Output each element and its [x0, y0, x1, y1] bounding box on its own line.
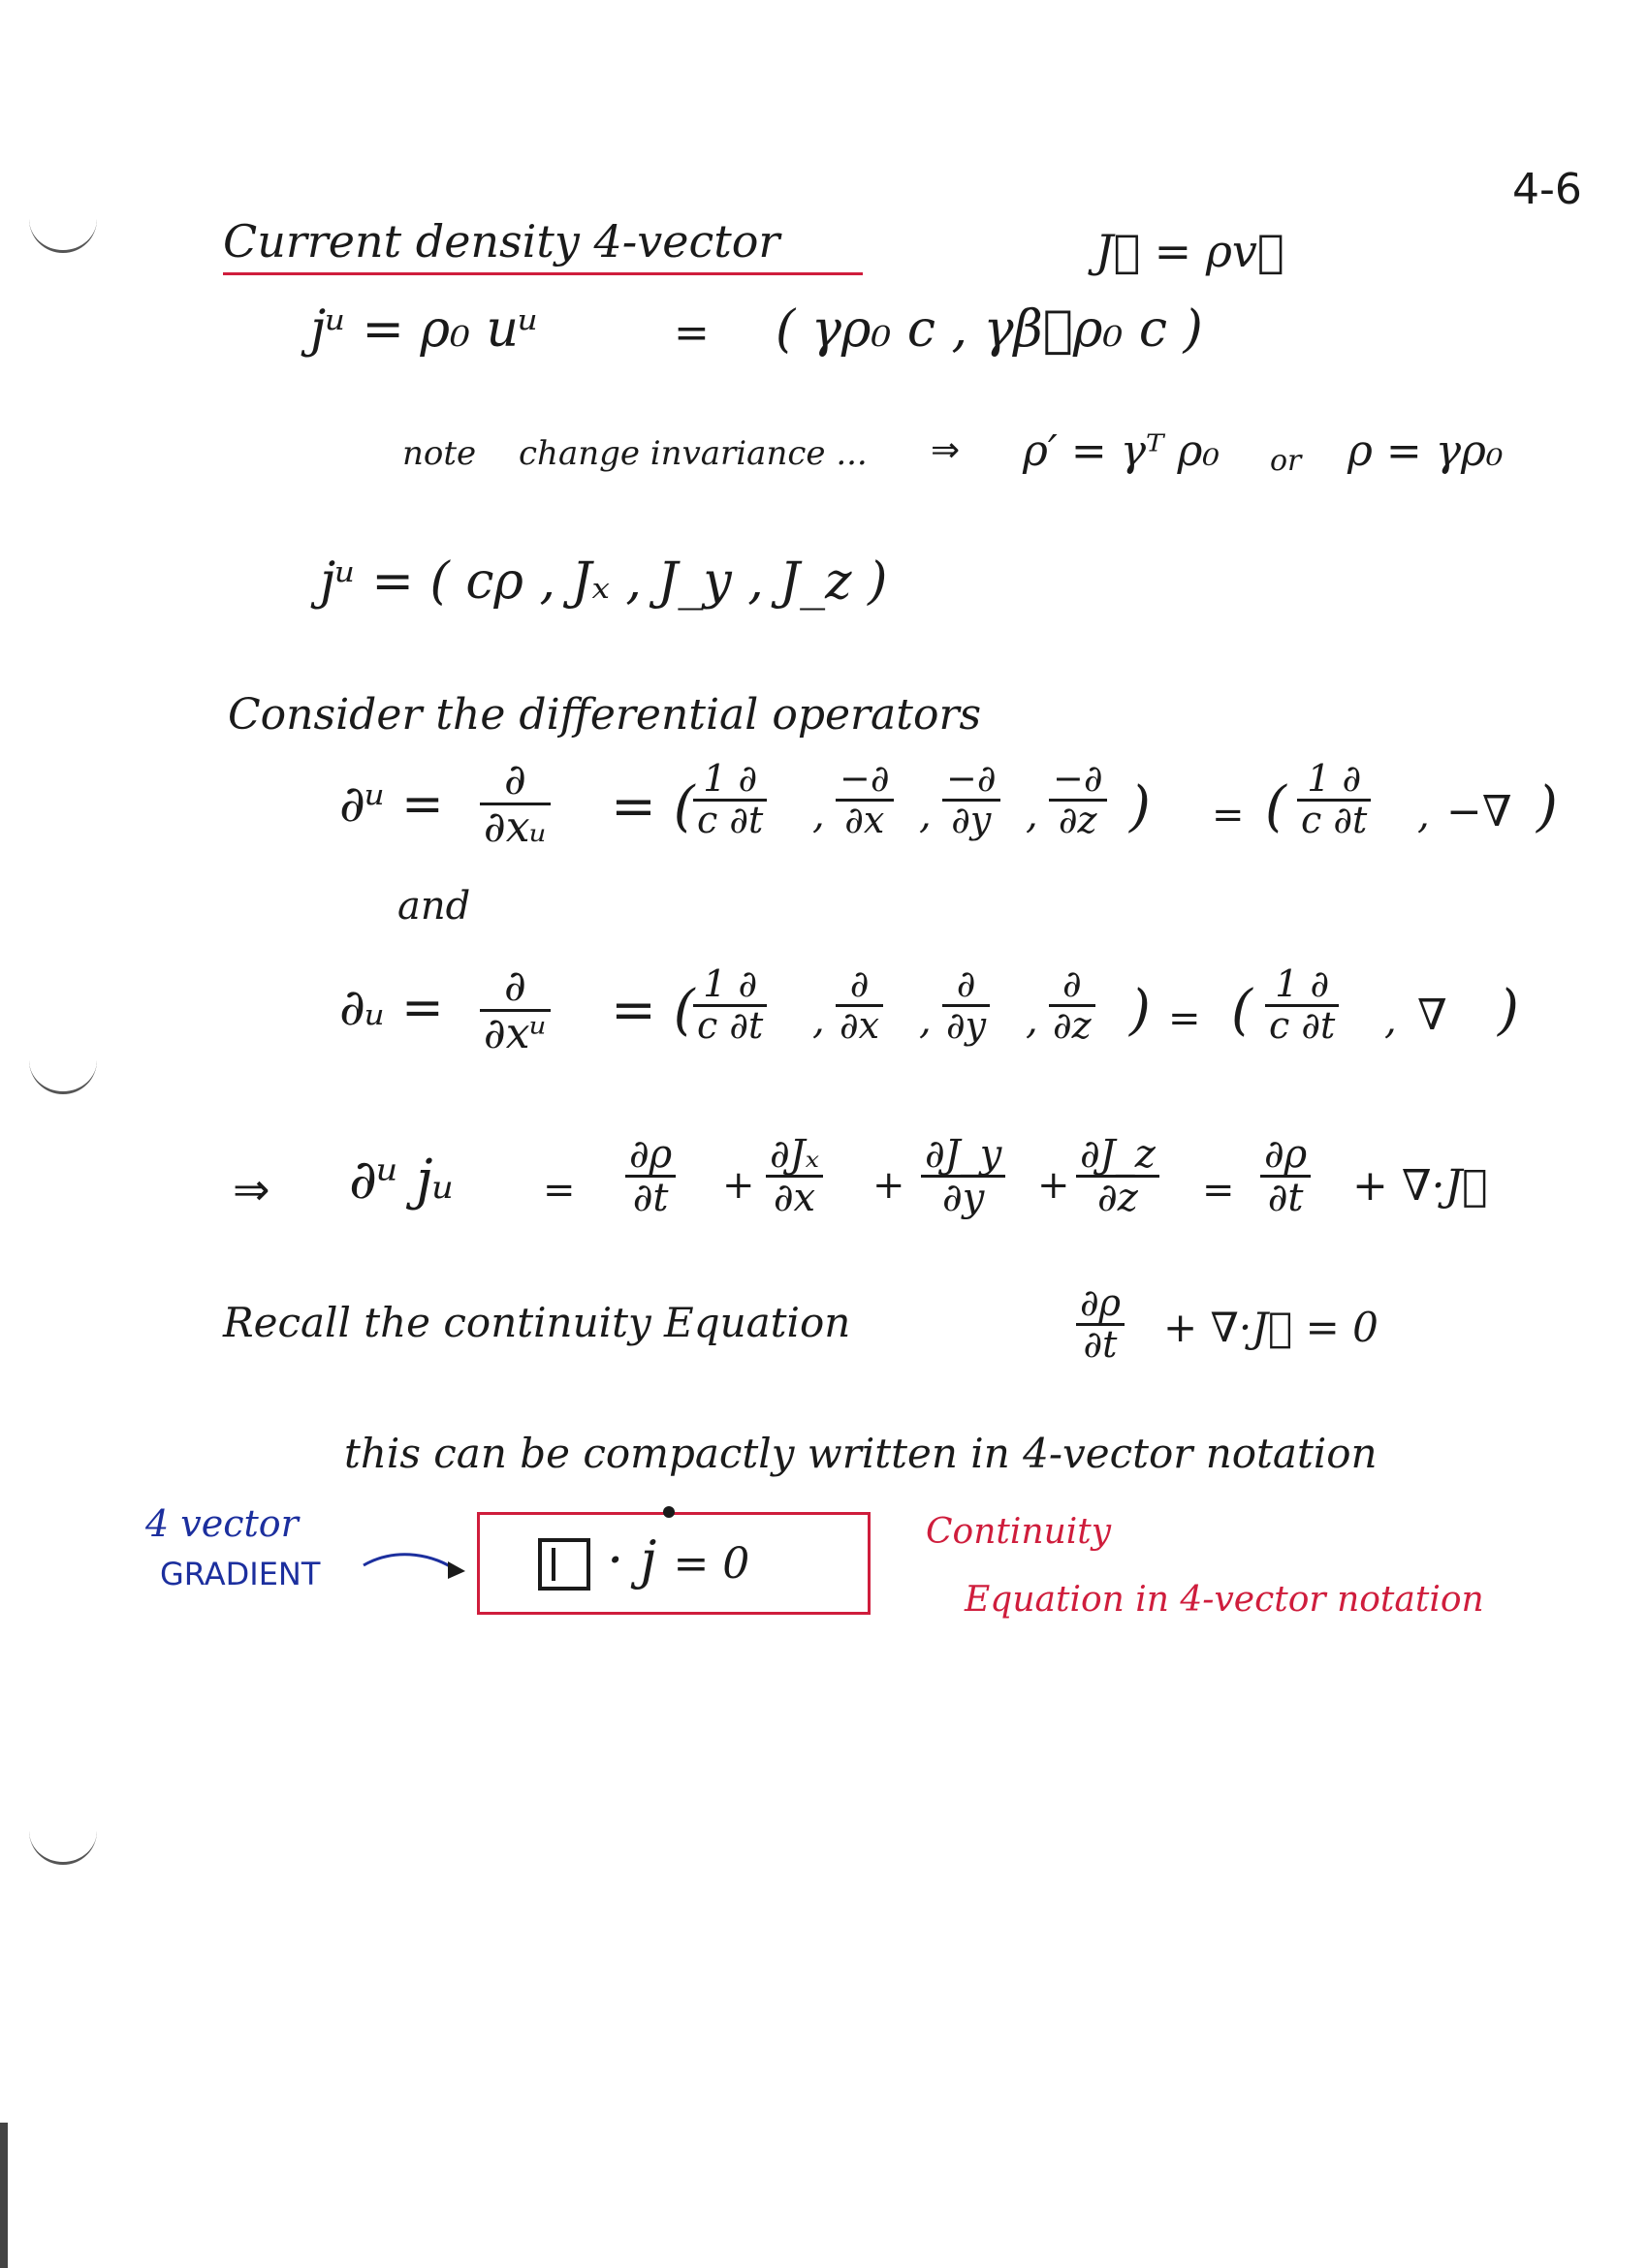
lower-derivative-lhs: ∂ᵤ = [339, 979, 444, 1037]
consider-text: Consider the differential operators [228, 690, 982, 740]
equation-notation-label: Equation in 4-vector notation [965, 1580, 1484, 1620]
djx-dx-term: ∂Jₓ ∂x [766, 1134, 823, 1218]
lower-result-t-term: 1 ∂ c ∂t [1265, 965, 1339, 1046]
lower-equals-open: = ( [611, 979, 695, 1042]
page-number: 4-6 [1512, 165, 1582, 214]
equals-sign: = [674, 308, 710, 358]
dalembertian-icon [538, 1538, 590, 1591]
divergence-of-j: + ∇·J⃗ [1352, 1161, 1488, 1211]
djz-dz-term: ∂J_z ∂z [1076, 1134, 1159, 1218]
continuity-label: Continuity [926, 1512, 1112, 1552]
four-current-lhs: jᵘ = ρ₀ uᵘ [310, 300, 539, 359]
current-density-definition: J⃗ = ρv⃗ [1095, 225, 1284, 277]
implies-arrow-icon: ⇒ [233, 1163, 270, 1215]
binder-hole [29, 1827, 97, 1865]
implies-arrow-icon: ⇒ [931, 430, 961, 470]
upper-result-t-term: 1 ∂ c ∂t [1297, 760, 1371, 840]
drho-dt-result: ∂ρ ∂t [1260, 1134, 1311, 1218]
lower-x-term: ∂ ∂x [836, 965, 883, 1046]
binder-hole [29, 1056, 97, 1094]
upper-derivative-fraction: ∂ ∂xᵤ [480, 758, 551, 850]
upper-equals-open: = ( [611, 775, 695, 838]
upper-z-term: −∂ ∂z [1049, 760, 1107, 840]
title-underline [223, 272, 863, 275]
scan-edge [0, 2123, 8, 2268]
continuity-drho-dt: ∂ρ ∂t [1076, 1284, 1125, 1365]
four-current-components: jᵘ = ( cρ , Jₓ , J_y , J_z ) [320, 552, 888, 611]
recall-text: Recall the continuity Equation [223, 1299, 851, 1346]
four-divergence-lhs: ∂ᵘ jᵤ [349, 1149, 455, 1212]
djy-dy-term: ∂J_y ∂y [921, 1134, 1005, 1218]
equals-sign: = [1202, 1168, 1235, 1213]
gradient-label: GRADIENT [160, 1556, 321, 1592]
transformed-density: ρ′ = γᵀ ρ₀ [1023, 426, 1220, 476]
boxed-equation: · j = 0 [538, 1529, 749, 1591]
continuity-tail: + ∇·J⃗ = 0 [1163, 1304, 1379, 1351]
compact-text: this can be compactly written in 4-vector notation [344, 1430, 1378, 1477]
or-label: or [1270, 444, 1302, 478]
upper-x-term: −∂ ∂x [836, 760, 894, 840]
upper-y-term: −∂ ∂y [942, 760, 1000, 840]
equals-sign: = [543, 1168, 576, 1213]
upper-result-gradient: −∇ [1446, 787, 1512, 836]
note-label: note [402, 434, 477, 473]
binder-hole [29, 215, 97, 253]
drho-dt-term: ∂ρ ∂t [625, 1134, 676, 1218]
lower-t-term: 1 ∂ c ∂t [693, 965, 767, 1046]
four-current-rhs: ( γρ₀ c , γβ⃗ρ₀ c ) [776, 300, 1203, 359]
pointer-arrow-icon [359, 1536, 485, 1594]
lower-y-term: ∂ ∂y [942, 965, 990, 1046]
upper-derivative-lhs: ∂ᵘ = [339, 775, 444, 834]
lower-derivative-fraction: ∂ ∂xᵘ [480, 964, 551, 1056]
upper-t-term: 1 ∂ c ∂t [693, 760, 767, 840]
density-relation: ρ = γρ₀ [1347, 426, 1504, 476]
page-title: Current density 4-vector [223, 215, 780, 268]
vector-dot-mark [663, 1506, 675, 1518]
lower-z-term: ∂ ∂z [1049, 965, 1095, 1046]
note-text: change invariance ... [519, 434, 868, 473]
four-vector-label: 4 vector [145, 1502, 299, 1545]
lower-result-gradient: ∇ [1417, 991, 1447, 1040]
and-text: and [397, 884, 471, 929]
notes-page: 4-6 Current density 4-vector J⃗ = ρv⃗ jᵘ = ρ₀ uᵘ = ( γρ₀ c , γβ⃗ρ₀ c ) note change invariance ... ⇒ ρ′ = γᵀ ρ₀ or ρ = γρ₀ jᵘ = ( cρ , Jₓ , J_y , J_z ) Consider the differential operators ∂ᵘ = ∂ ∂xᵤ = ( 1 ∂ c ∂t , −∂ ∂x , −∂ ∂y , −∂ ∂z ) = ( 1 ∂ c ∂t , −∇ ) and ∂ᵤ = ∂ ∂xᵘ = ( 1 ∂ c ∂t , ∂ ∂x , ∂ ∂y , ∂ ∂z ) = ( 1 ∂ c ∂t , ∇ ) ⇒ ∂ᵘ jᵤ = ∂ρ ∂t + ∂Jₓ ∂x + ∂J_y ∂y + ∂J_z ∂z = ∂ρ ∂t + ∇·J⃗ Recall the continuity Equation ∂ρ ∂t + ∇·J⃗ = 0 this can be compactly written in 4-vector notation 4 vector GRADIENT · j = 0 Continuity Equation in 4-vector notation [0, 0, 1648, 2268]
